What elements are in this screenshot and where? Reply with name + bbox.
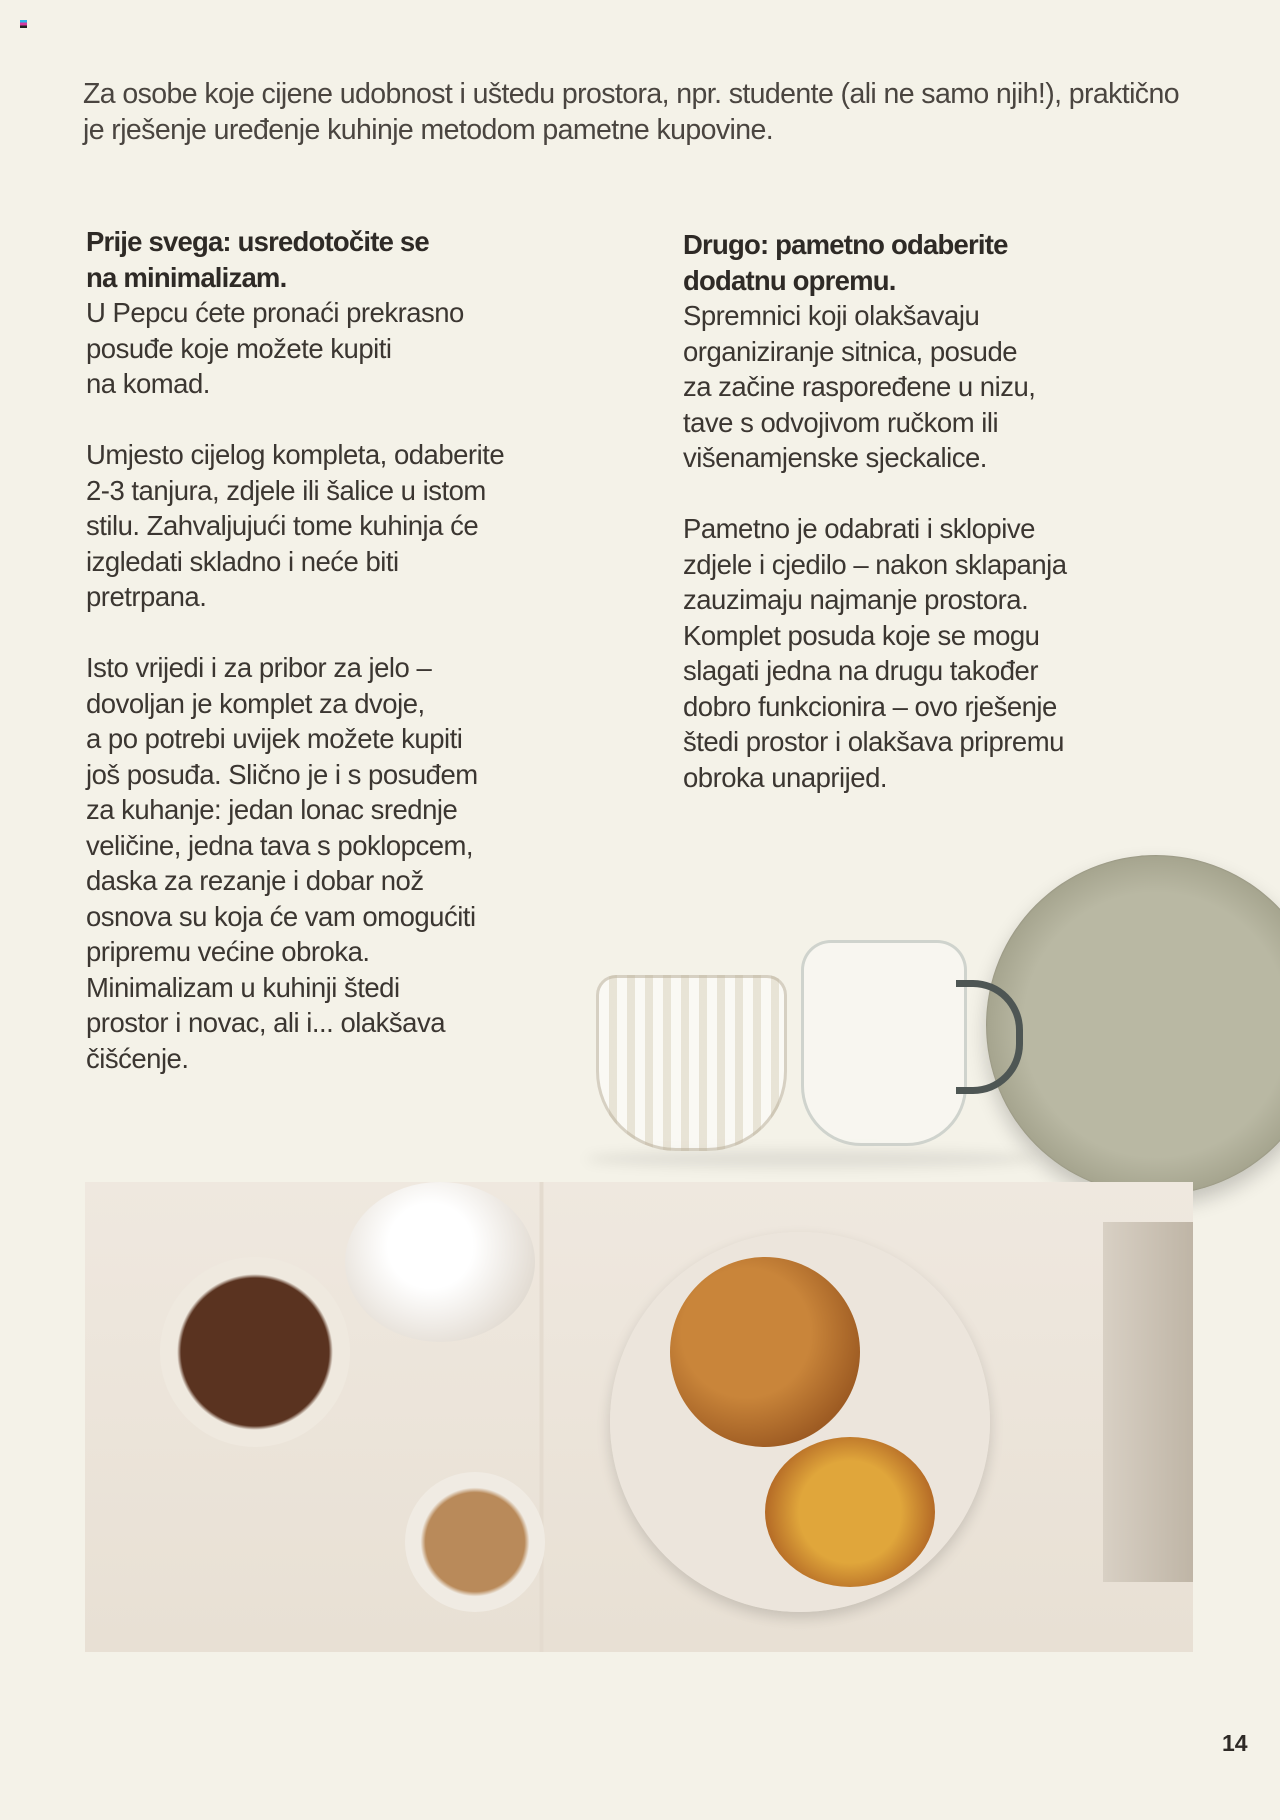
white-pumpkin [345,1182,535,1342]
left-paragraph-3: Isto vrijedi i za pribor za jelo – dovoljan je komplet za dvoje, a po potrebi uvijek možete kupiti još posuđa. Slično je i s posuđem za kuhanje: jedan lonac srednje veličine, jedna tava s poklopcem, daska za rezanje i dobar nož osnova su koja će vam omogućiti pripremu većine obroka. Minimalizam u kuhinji štedi prostor i novac, ali i... olakšava čišćenje. [86,652,478,1074]
glass-mug [801,940,967,1146]
ribbed-glass-cup [596,975,787,1151]
product-image-glasses-and-plate [586,850,1280,1210]
right-paragraph-1: Spremnici koji olakšavaju organiziranje sitnica, posude za začine raspoređene u nizu, tave s odvojivom ručkom ili višenamjenske sjeckalice. [683,300,1036,473]
star-anise-bowl [160,1257,350,1447]
right-heading: Drugo: pametno odaberite dodatnu opremu. [683,229,1008,296]
right-column [683,227,1203,831]
print-color-mark [20,20,27,28]
right-paragraph-2: Pametno je odabrati i sklopive zdjele i cjedilo – nakon sklapanja zauzimaju najmanje prostora. Komplet posuda koje se mogu slagati jedna na drugu također dobro funkcionira – ovo rješenje štedi prostor i olakšava pripremu obroka unaprijed. [683,513,1067,793]
muffin [670,1257,860,1447]
glass-shadow [586,1150,1036,1168]
page-number: 14 [1222,1730,1248,1756]
ceramic-plate [986,855,1280,1195]
left-heading: Prije svega: usredotočite se na minimalizam. [86,226,429,293]
left-paragraph-1: U Pepcu ćete pronaći prekrasno posuđe koje možete kupiti na komad. [86,297,464,399]
left-column [86,224,626,1112]
food-photo-muffins-and-spices [85,1182,1193,1652]
muffin-half [765,1437,935,1587]
left-paragraph-2: Umjesto cijelog kompleta, odaberite 2-3 tanjura, zdjele ili šalice u istom stilu. Zahvaljujući tome kuhinja će izgledati skladno i neće biti pretrpana. [86,439,505,612]
brown-sugar-bowl [405,1472,545,1612]
intro-text: Za osobe koje cijene udobnost i uštedu prostora, npr. studente (ali ne samo njih!), praktično je rješenje uređenje kuhinje metodom pametne kupovine. [83,78,1179,146]
linen-cloth [1103,1222,1193,1582]
